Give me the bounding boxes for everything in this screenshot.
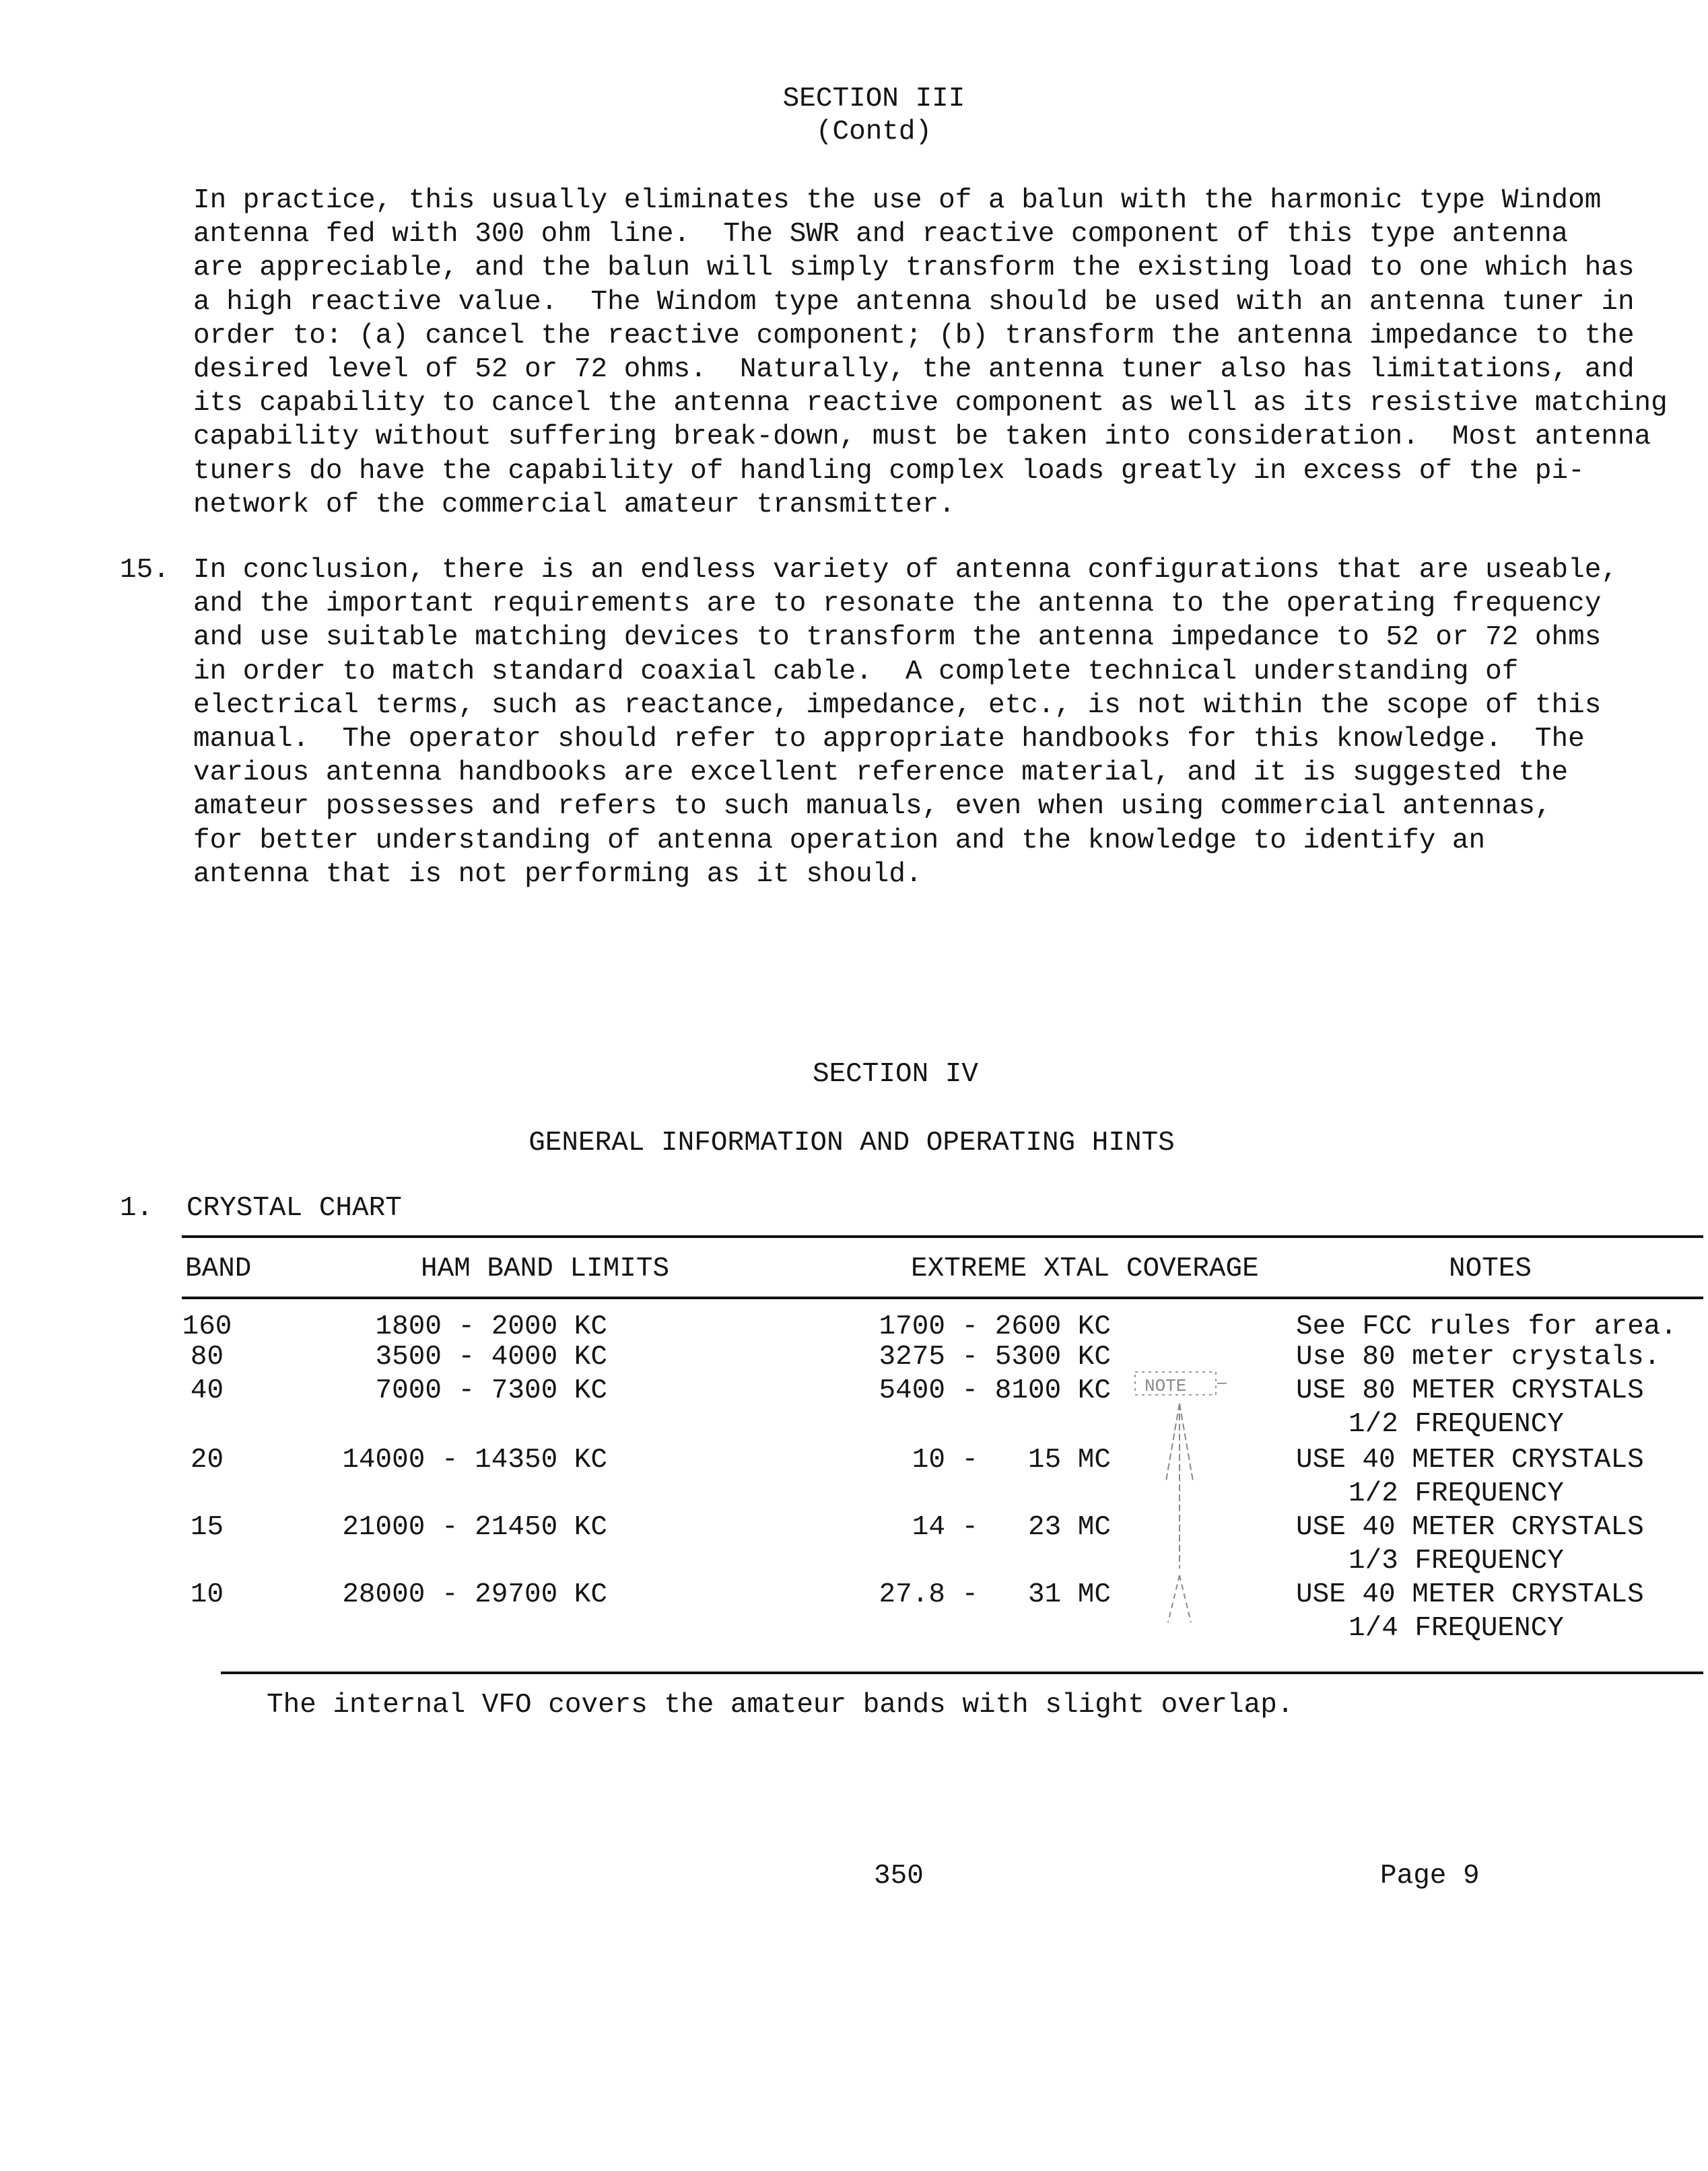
text-line: for better understanding of antenna operation and the knowledge to identify an — [193, 825, 1486, 856]
page-number: Page 9 — [1380, 1861, 1480, 1892]
ham-band-limits-cell: 1800 - 2000 KC — [375, 1311, 607, 1342]
text-line: and use suitable matching devices to transform the antenna impedance to 52 or 72 ohms — [193, 622, 1602, 654]
header-ham-band-limits: HAM BAND LIMITS — [421, 1253, 670, 1284]
band-cell: 160 — [182, 1311, 232, 1342]
notes-frequency-cell: 1/4 FREQUENCY — [1348, 1613, 1564, 1644]
header-xtal-coverage: EXTREME XTAL COVERAGE — [911, 1253, 1259, 1284]
xtal-coverage-cell: 1700 - 2600 KC — [879, 1311, 1111, 1342]
band-cell: 80 — [190, 1342, 224, 1373]
text-line: In practice, this usually eliminates the use of a balun with the harmonic type Windom — [193, 185, 1602, 216]
vfo-footnote: The internal VFO covers the amateur bands with slight overlap. — [267, 1690, 1294, 1721]
xtal-coverage-cell: 14 - 23 MC — [912, 1512, 1111, 1543]
paragraph-balun — [193, 184, 1668, 522]
text-line: order to: (a) cancel the reactive component; (b) transform the antenna impedance to the — [193, 320, 1635, 351]
text-line: antenna that is not performing as it should. — [193, 858, 922, 890]
text-line: network of the commercial amateur transmitter. — [193, 489, 955, 520]
ham-band-limits-cell: 14000 - 14350 KC — [342, 1445, 607, 1476]
xtal-coverage-cell: 5400 - 8100 KC — [879, 1375, 1111, 1406]
text-line: various antenna handbooks are excellent reference material, and it is suggested the — [193, 757, 1569, 789]
band-cell: 10 — [190, 1579, 224, 1610]
band-cell: 20 — [190, 1445, 224, 1476]
paragraph-conclusion — [193, 553, 1618, 891]
section-iv-subtitle: GENERAL INFORMATION AND OPERATING HINTS — [528, 1128, 1175, 1159]
header-band: BAND — [185, 1253, 252, 1284]
ham-band-limits-cell: 28000 - 29700 KC — [342, 1579, 607, 1610]
notes-frequency-cell: 1/3 FREQUENCY — [1348, 1546, 1564, 1577]
ham-band-limits-cell: 21000 - 21450 KC — [342, 1512, 607, 1543]
text-line: tuners do have the capability of handling complex loads greatly in excess of the pi- — [193, 455, 1585, 487]
item-1-number: 1. — [120, 1193, 153, 1224]
text-line: and the important requirements are to resonate the antenna to the operating frequency — [193, 588, 1602, 620]
header-notes: NOTES — [1449, 1253, 1532, 1284]
section-iv-title: SECTION IV — [812, 1059, 979, 1090]
notes-frequency-cell: 1/2 FREQUENCY — [1348, 1409, 1564, 1440]
xtal-coverage-cell: 27.8 - 31 MC — [879, 1579, 1111, 1610]
item-15-number: 15. — [120, 555, 170, 586]
band-cell: 40 — [190, 1375, 224, 1406]
table-header-rule — [182, 1297, 1703, 1299]
notes-cell: Use 80 meter crystals. — [1296, 1342, 1661, 1373]
section-iii-title: SECTION III — [782, 83, 965, 114]
note-arrow-stamp — [1131, 1367, 1232, 1649]
notes-frequency-cell: 1/2 FREQUENCY — [1348, 1478, 1564, 1509]
xtal-coverage-cell: 3275 - 5300 KC — [879, 1342, 1111, 1373]
text-line: a high reactive value. The Windom type antenna should be used with an antenna tuner in — [193, 286, 1635, 318]
text-line: are appreciable, and the balun will simply transform the existing load to one which has — [193, 252, 1635, 284]
notes-cell: USE 80 METER CRYSTALS — [1296, 1375, 1644, 1406]
ham-band-limits-cell: 3500 - 4000 KC — [375, 1342, 607, 1373]
text-line: amateur possesses and refers to such manuals, even when using commercial antennas, — [193, 791, 1552, 823]
text-line: desired level of 52 or 72 ohms. Naturally, the antenna tuner also has limitations, and — [193, 353, 1635, 385]
table-bottom-rule — [221, 1672, 1703, 1674]
notes-cell: USE 40 METER CRYSTALS — [1296, 1579, 1644, 1610]
text-line: In conclusion, there is an endless variety of antenna configurations that are useable, — [193, 555, 1618, 586]
crystal-chart-title: CRYSTAL CHART — [186, 1193, 402, 1224]
model-number: 350 — [874, 1861, 924, 1892]
notes-cell: USE 40 METER CRYSTALS — [1296, 1512, 1644, 1543]
text-line: capability without suffering break-down, must be taken into consideration. Most antenna — [193, 421, 1651, 453]
ham-band-limits-cell: 7000 - 7300 KC — [375, 1375, 607, 1406]
note-stamp-text: NOTE — [1145, 1376, 1187, 1396]
notes-cell: See FCC rules for area. — [1296, 1311, 1677, 1342]
text-line: in order to match standard coaxial cable. A complete technical understanding of — [193, 656, 1519, 687]
section-iii-subtitle: (Contd) — [815, 116, 932, 147]
text-line: its capability to cancel the antenna reactive component as well as its resistive matching — [193, 388, 1668, 419]
xtal-coverage-cell: 10 - 15 MC — [912, 1445, 1111, 1476]
text-line: electrical terms, such as reactance, impedance, etc., is not within the scope of this — [193, 689, 1602, 721]
band-cell: 15 — [190, 1512, 224, 1543]
notes-cell: USE 40 METER CRYSTALS — [1296, 1445, 1644, 1476]
text-line: antenna fed with 300 ohm line. The SWR and reactive component of this type antenna — [193, 219, 1569, 250]
table-top-rule — [182, 1235, 1703, 1238]
text-line: manual. The operator should refer to appropriate handbooks for this knowledge. The — [193, 723, 1585, 755]
